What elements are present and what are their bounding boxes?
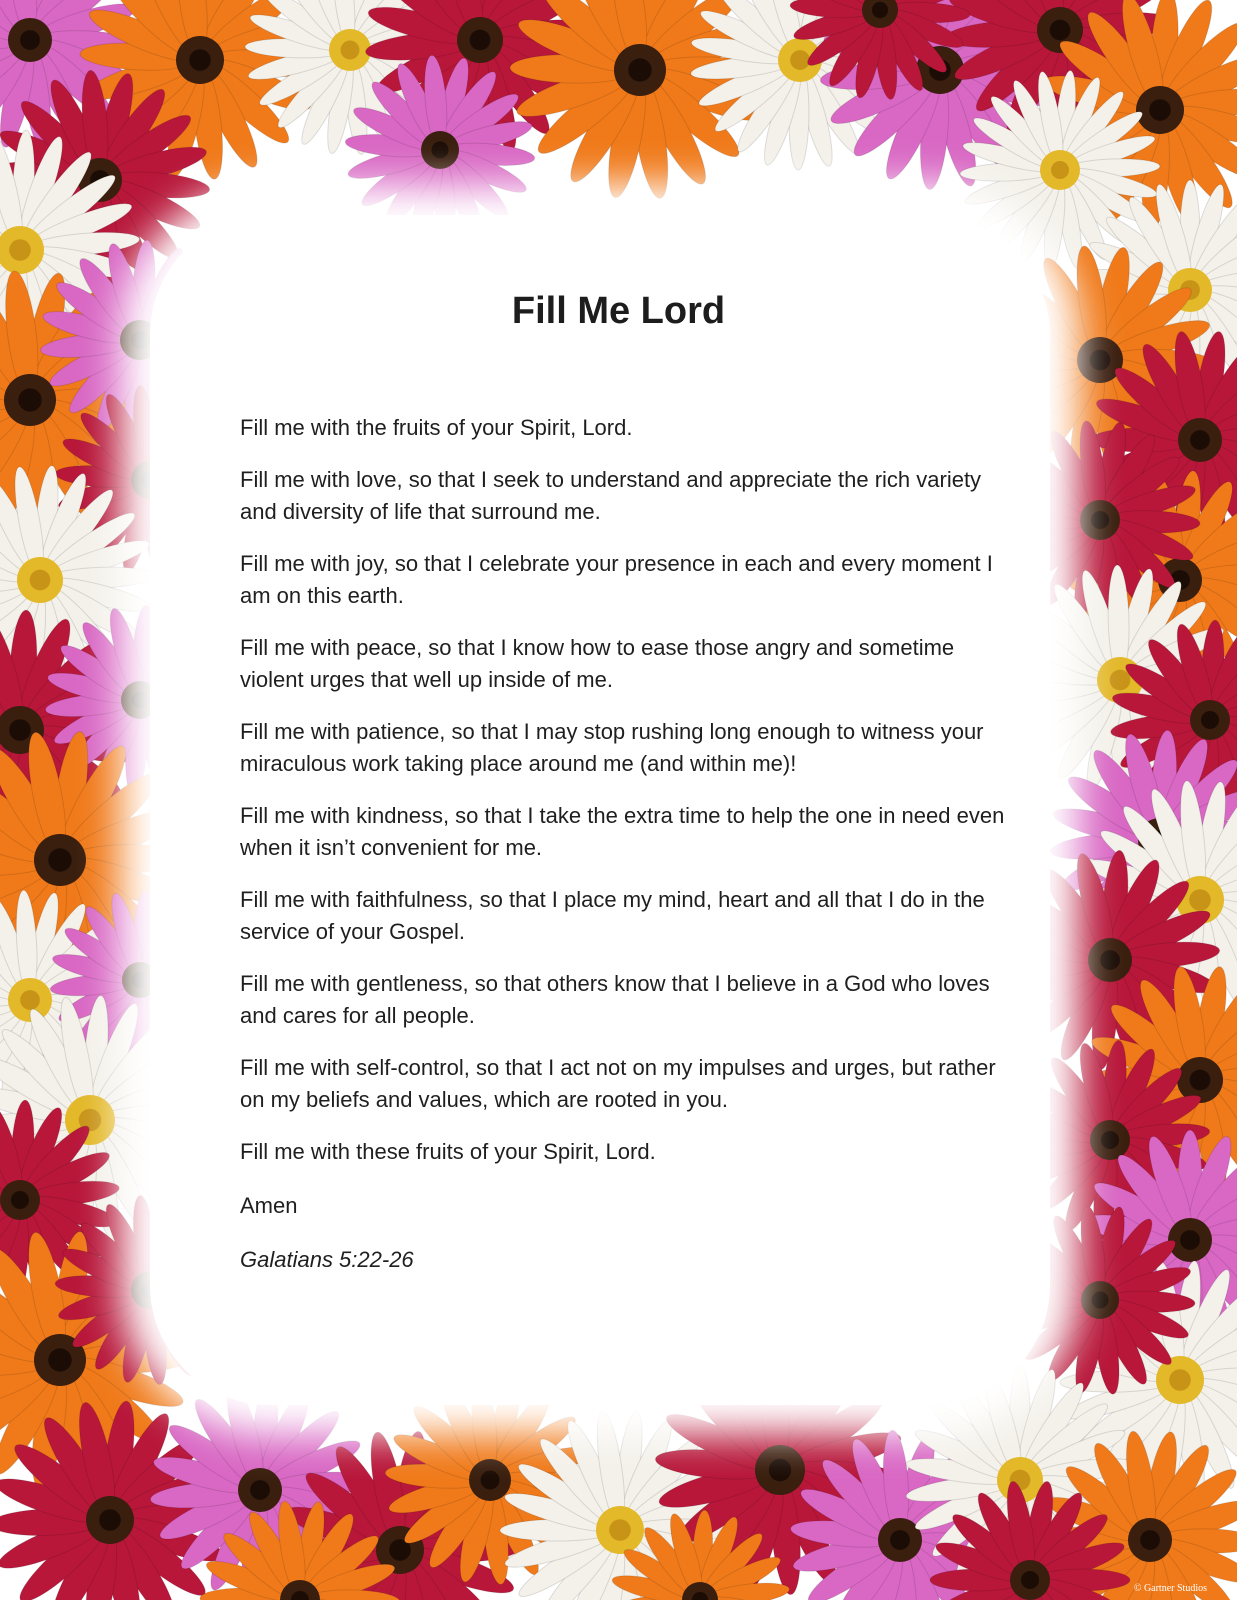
prayer-body [240,412,1010,1296]
page-title: Fill Me Lord [511,290,726,332]
prayer-line: Fill me with kindness, so that I take the extra time to help the one in need even when it isn’t convenient for me. [240,803,1005,860]
copyright-credit: © Gartner Studios [1133,1583,1207,1594]
prayer-line: Fill me with love, so that I seek to understand and appreciate the rich variety and diversity of life that surround me. [240,467,982,524]
scripture-reference: Galatians 5:22-26 [240,1247,414,1272]
prayer-line: Fill me with these fruits of your Spirit, Lord. [240,1139,656,1164]
prayer-line: Fill me with the fruits of your Spirit, Lord. [240,415,633,440]
prayer-line: Fill me with peace, so that I know how to ease those angry and sometime violent urges that well up inside of me. [240,635,955,692]
prayer-line: Fill me with patience, so that I may stop rushing long enough to witness your miraculous work taking place around me (and within me)! [240,719,984,776]
prayer-line: Fill me with gentleness, so that others know that I believe in a God who loves and cares for all people. [240,971,990,1028]
prayer-line: Fill me with joy, so that I celebrate your presence in each and every moment I am on this earth. [240,551,993,608]
prayer-line: Fill me with faithfulness, so that I place my mind, heart and all that I do in the service of your Gospel. [240,887,985,944]
closing: Amen [240,1193,298,1218]
prayer-line: Fill me with self-control, so that I act not on my impulses and urges, but rather on my beliefs and values, which are rooted in you. [240,1055,996,1112]
